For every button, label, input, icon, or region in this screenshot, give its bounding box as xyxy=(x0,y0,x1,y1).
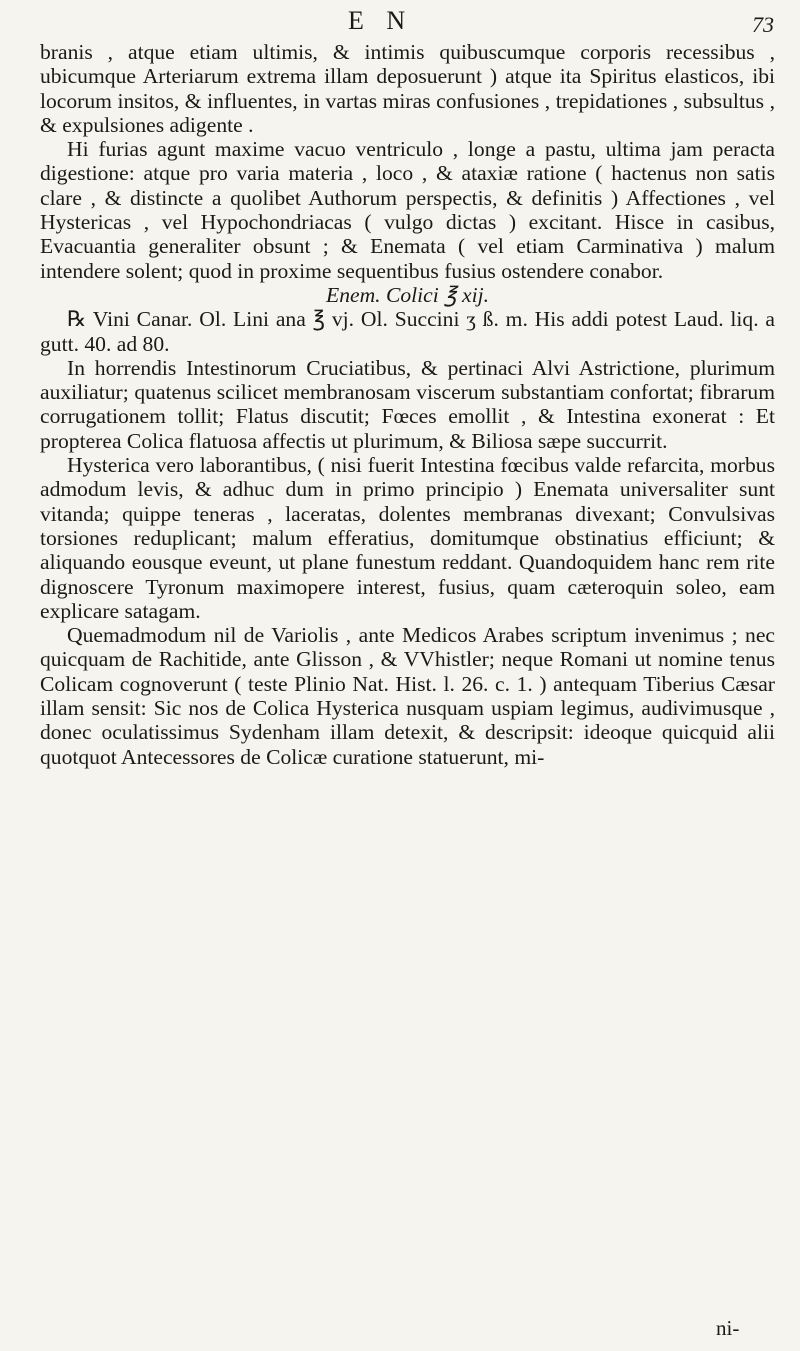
page-number: 73 xyxy=(752,12,774,37)
paragraph-5: Quemadmodum nil de Variolis , ante Medicos Arabes scriptum invenimus ; nec quicquam de Rachitide, ante Glisson , & VVhistler; neque Romani ut nomine tenus Colicam cognoverunt ( teste Plinio Nat. Hist. l. 26. c. 1. ) antequam Tiberius Cæsar illam sensit: Sic nos de Colica Hysterica nusquam uspiam legimus, audivimusque , donec oculatissimus Sydenham illam detexit, & descripsit: ideoque quicquid alii quotquot Antecessores de Colicæ curatione statuerunt, mi- xyxy=(40,623,775,769)
body-text xyxy=(40,40,775,769)
running-head: E N xyxy=(348,6,414,35)
recipe-text: ℞ Vini Canar. Ol. Lini ana ℥ vj. Ol. Succini ʒ ß. m. His addi potest Laud. liq. a gutt. 40. ad 80. xyxy=(40,307,775,356)
catchword: ni- xyxy=(716,1316,740,1340)
paragraph-1: branis , atque etiam ultimis, & intimis quibuscumque corporis recessibus , ubicumque Arteriarum extrema illam deposuerunt ) atque ita Spiritus elasticos, ibi locorum insitos, & influentes, in vartas miras confusiones , trepidationes , subsultus , & expulsiones adigente . xyxy=(40,40,775,137)
recipe-title: Enem. Colici ℥ xij. xyxy=(326,282,489,307)
paragraph-2: Hi furias agunt maxime vacuo ventriculo , longe a pastu, ultima jam peracta digestione: atque pro varia materia , loco , & ataxiæ ratione ( hactenus non satis clare , & distincte a quolibet Authorum perspectis, & definitis ) Affectiones , vel Hystericas , vel Hypochondriacas ( vulgo dictas ) excitant. Hisce in casibus, Evacuantia generaliter obsunt ; & Enemata ( vel etiam Carminativa ) malum intendere solent; quod in proxime sequentibus fusius ostendere conabor. xyxy=(40,137,775,283)
paragraph-3: In horrendis Intestinorum Cruciatibus, & pertinaci Alvi Astrictione, plurimum auxiliatur; quatenus scilicet membranosam viscerum substantiam confortat; fibrarum corrugationem tollit; Flatus discutit; Fœces emollit , & Intestina exonerat : Et propterea Colica flatuosa affectis ut plurimum, & Biliosa sæpe succurrit. xyxy=(40,355,775,453)
paragraph-4: Hysterica vero laborantibus, ( nisi fuerit Intestina fœcibus valde refarcita, morbus admodum levis, & adhuc dum in primo principio ) Enemata universaliter sunt vitanda; quippe teneras , laceratas, dolentes membranas divexant; Convulsivas torsiones reduplicant; malum efferatius, domitumque obstinatius efficiunt; & aliquando eousque eveunt, ut plane funestum reddant. Quandoquidem hanc rem rite dignoscere Tyronum maximopere interest, fusius, quam cæteroquin soleo, eam explicare satagam. xyxy=(40,453,775,623)
